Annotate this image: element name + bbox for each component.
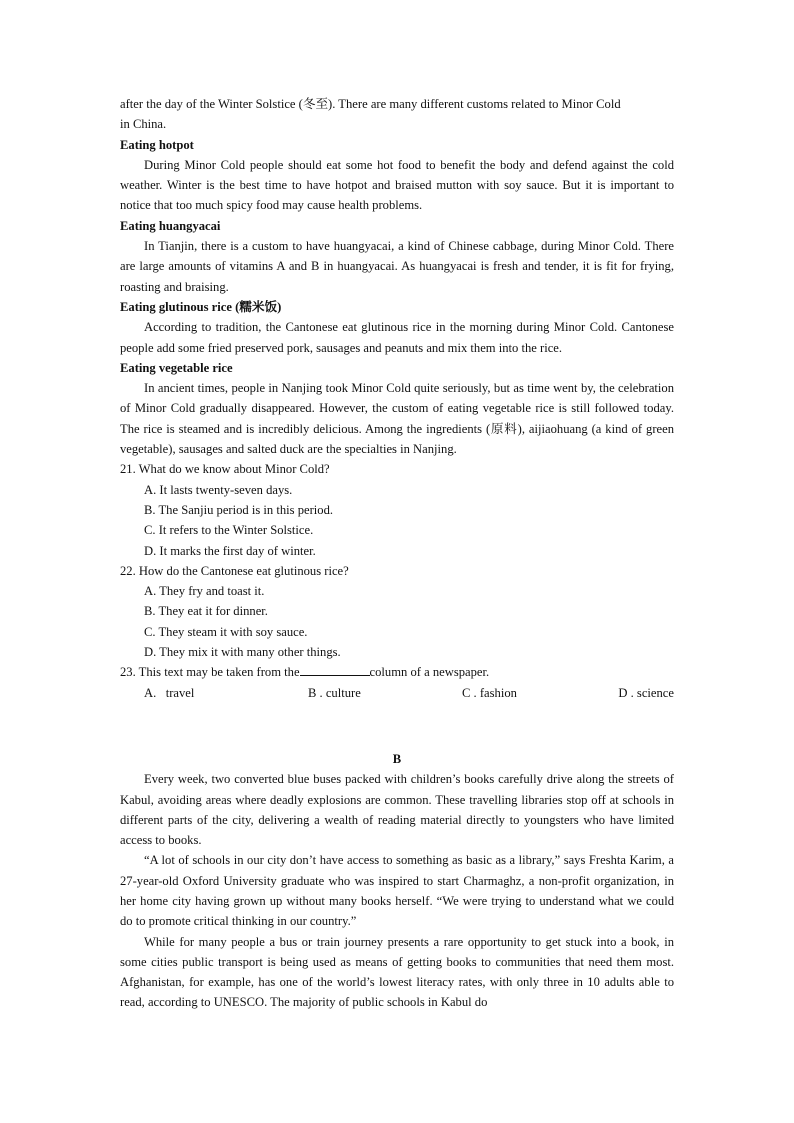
- section-text-huangyacai: In Tianjin, there is a custom to have huangyacai, a kind of Chinese cabbage, during Minor Cold. There are large amounts of vitamins A and B in huangyacai. As huangyacai is fresh and tender, it is fit for frying, roasting and braising.: [120, 239, 674, 294]
- passage-b-title: B: [392, 751, 402, 766]
- intro-line-1: after the day of the Winter Solstice (冬至). There are many different customs related to Minor Cold: [120, 97, 621, 111]
- question-23-stem-before: 23. This text may be taken from the: [120, 665, 300, 680]
- section-heading-glutinous-rice: Eating glutinous rice (糯米饭): [120, 299, 282, 314]
- passage-b-paragraph-1: Every week, two converted blue buses packed with children’s books carefully drive along the streets of Kabul, avoiding areas where deadly explosions are common. These travelling libraries stop off at schools in different parts of the city, delivering a wealth of reading material directly to youngsters who have limited access to books.: [120, 772, 674, 848]
- question-21-stem: 21. What do we know about Minor Cold?: [120, 462, 330, 477]
- question-21-option-b: B. The Sanjiu period is in this period.: [144, 502, 334, 517]
- question-22-option-b: B. They eat it for dinner.: [144, 604, 268, 619]
- section-text-vegetable-rice: In ancient times, people in Nanjing took Minor Cold quite seriously, but as time went by, the celebration of Minor Cold gradually disappeared. However, the custom of eating vegetable rice is still followed today. The rice is steamed and is incredibly delicious. Among the ingredients (原料), aijiaohuang (a kind of green vegetable), sausages and salted duck are the specialties in Nanjing.: [120, 381, 674, 457]
- question-22-option-a: A. They fry and toast it.: [144, 584, 265, 599]
- question-23-stem-after: column of a newspaper.: [369, 665, 490, 680]
- page-content: [120, 94, 674, 1013]
- answer-blank: [300, 663, 370, 676]
- question-21-option-c: C. It refers to the Winter Solstice.: [144, 523, 314, 538]
- question-23-options: [144, 683, 674, 703]
- section-text-glutinous-rice: According to tradition, the Cantonese eat glutinous rice in the morning during Minor Cold. Cantonese people add some fried preserved pork, sausages and peanuts and mix them into the rice.: [120, 320, 674, 355]
- question-22-option-d: D. They mix it with many other things.: [144, 645, 341, 660]
- section-text-hotpot: During Minor Cold people should eat some hot food to benefit the body and defend against the cold weather. Winter is the best time to have hotpot and braised mutton with soy sauce. But it is important to notice that too much spicy food may cause health problems.: [120, 157, 674, 213]
- question-23-option-c: C . fashion: [462, 685, 517, 700]
- question-23-option-b: B . culture: [308, 685, 361, 700]
- question-22-option-c: C. They steam it with soy sauce.: [144, 624, 308, 639]
- section-heading-vegetable-rice: Eating vegetable rice: [120, 360, 233, 375]
- question-21-option-a: A. It lasts twenty-seven days.: [144, 482, 293, 497]
- passage-b-paragraph-2: “A lot of schools in our city don’t have access to something as basic as a library,” says Freshta Karim, a 27-year-old Oxford University graduate who was inspired to start Charmaghz, a non-profit organization, in her home city having grown up without many books herself. “We were trying to understand what we could do to promote critical thinking in our country.”: [120, 853, 674, 929]
- section-heading-huangyacai: Eating huangyacai: [120, 218, 221, 233]
- question-22-stem: 22. How do the Cantonese eat glutinous rice?: [120, 563, 349, 578]
- question-23-option-a: A. travel: [144, 685, 195, 700]
- question-21-option-d: D. It marks the first day of winter.: [144, 543, 316, 558]
- question-23-option-d: D . science: [618, 685, 674, 700]
- question-23-stem: [120, 662, 674, 682]
- passage-b-paragraph-3: While for many people a bus or train journey presents a rare opportunity to get stuck into a book, in some cities public transport is being used as means of getting books to communities that need them most. Afghanistan, for example, has one of the world’s lowest literacy rates, with only three in 10 adults able to read, according to UNESCO. The majority of public schools in Kabul do: [120, 934, 674, 1010]
- section-heading-hotpot: Eating hotpot: [120, 137, 194, 152]
- intro-line-2: in China.: [120, 117, 167, 132]
